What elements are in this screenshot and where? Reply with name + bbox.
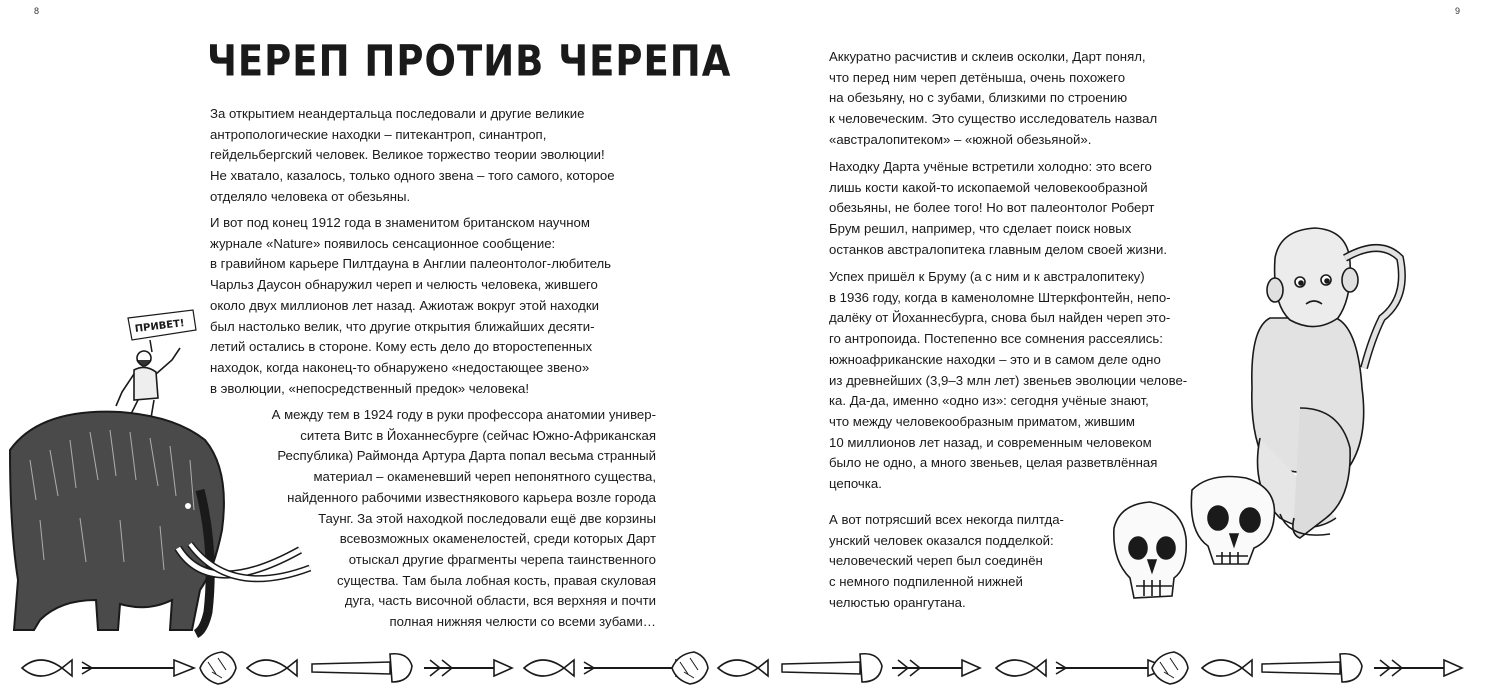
text-line: 10 миллионов лет назад, и современным человеком <box>829 434 1152 450</box>
text-line: За открытием неандертальца последовали и другие великие <box>210 106 585 121</box>
text-line: всевозможных окаменелостей, среди которых Дарт <box>339 531 656 547</box>
text-line: А между тем в 1924 году в руки профессора анатомии универ- <box>271 407 656 422</box>
text-line: полная нижняя челюсти со всеми зубами… <box>389 614 656 630</box>
text-line: в эволюции, «непосредственный предок» человека! <box>210 380 530 396</box>
text-line: унский человек оказался подделкой: <box>829 532 1054 548</box>
right-paragraph-1 <box>829 47 1157 151</box>
text-line: Аккуратно расчистив и склеив осколки, Дарт понял, <box>829 49 1146 64</box>
text-line: материал – окаменевший череп непонятного существа, <box>313 469 656 485</box>
text-line: ка. Да-да, именно «одно из»: сегодня учёные знают, <box>829 393 1149 409</box>
text-line: далёку от Йоханнесбурга, снова был найден череп это- <box>829 310 1171 326</box>
text-line: Чарльз Даусон обнаружил череп и челюсть человека, жившего <box>210 277 598 293</box>
text-line: го антропоида. Постепенно все сомнения рассеялись: <box>829 331 1163 347</box>
text-line: Республика) Раймонда Артура Дарта попал весьма странный <box>277 448 656 464</box>
right-paragraph-4 <box>829 510 1064 614</box>
text-line: летий остались в стороне. Кому есть дело до второстепенных <box>210 339 593 355</box>
left-paragraph-1 <box>210 104 615 208</box>
text-line: что перед ним череп детёныша, очень похожего <box>829 69 1126 85</box>
text-line: южноафриканские находки – это и в самом деле одно <box>829 351 1161 367</box>
text-line: из древнейших (3,9–3 млн лет) звеньев эволюции челове- <box>829 372 1188 388</box>
text-line: найденного рабочими известнякового карьера возле города <box>287 489 656 505</box>
skull-small <box>1114 502 1186 598</box>
text-line: с немного подпиленной нижней <box>829 574 1023 590</box>
page-number-left: 8 <box>34 6 40 16</box>
text-line: в гравийном карьере Пилтдауна в Англии палеонтолог-любитель <box>210 256 612 272</box>
text-line: обезьяны, не более того! Но вот палеонтолог Роберт <box>829 200 1155 216</box>
text-line: человеческий череп был соединён <box>829 553 1043 569</box>
text-line: около двух миллионов лет назад. Ажиотаж вокруг этой находки <box>210 297 599 313</box>
text-line: к человеческим. Это существо исследователь назвал <box>829 111 1158 127</box>
text-line: останков австралопитека главным делом своей жизни. <box>829 241 1168 257</box>
text-line: цепочка. <box>829 476 882 492</box>
text-line: Таунг. За этой находкой последовали ещё две корзины <box>318 510 656 526</box>
text-line: что между человекообразным приматом, жившим <box>829 413 1135 429</box>
spread-title: ЧЕРЕП ПРОТИВ ЧЕРЕПА <box>207 36 732 86</box>
speech-bubble-text: ПРИВЕТ! <box>134 318 186 336</box>
text-line: в 1936 году, когда в каменоломне Штеркфонтейн, непо- <box>829 289 1171 305</box>
text-line: находок, когда наконец-то обнаружено «недостающее звено» <box>210 359 590 375</box>
text-line: существа. Там была лобная кость, правая скуловая <box>337 572 656 588</box>
text-line: был настолько велик, что другие открытия ближайших десяти- <box>210 318 595 334</box>
text-line: антропологические находки – питекантроп, синантроп, <box>210 126 547 142</box>
text-line: лишь кости какой-то ископаемой человекообразной <box>829 179 1148 195</box>
ape-figure <box>1252 228 1402 538</box>
text-line: А вот потрясший всех некогда пилтда- <box>829 512 1064 527</box>
text-line: журнале «Nature» появилось сенсационное сообщение: <box>210 235 556 251</box>
text-line: И вот под конец 1912 года в знаменитом британском научном <box>210 215 590 230</box>
mammoth-illustration <box>0 300 320 640</box>
text-line: Успех пришёл к Бруму (а с ним и к австралопитеку) <box>829 269 1145 284</box>
ape-and-skulls-illustration <box>1100 218 1430 618</box>
mammoth-body <box>10 412 310 634</box>
text-line: было не одно, а много звеньев, целая разветвлённая <box>829 455 1158 471</box>
text-line: Не хватало, казалось, только одного звена – того самого, которое <box>210 168 615 184</box>
tools-border <box>0 640 1494 700</box>
text-line: Находку Дарта учёные встретили холодно: это всего <box>829 159 1152 174</box>
text-line: дуга, часть височной области, вся верхняя и почти <box>344 593 656 609</box>
text-line: отыскал другие фрагменты черепа таинственного <box>348 551 656 567</box>
text-line: ситета Витс в Йоханнесбурге (сейчас Южно-Африканская <box>300 427 656 443</box>
text-line: челюстью орангутана. <box>829 594 966 610</box>
text-line: отделяло человека от обезьяны. <box>210 188 411 204</box>
skull-large <box>1191 477 1274 565</box>
text-line: на обезьяну, но с зубами, близкими по строению <box>829 90 1128 106</box>
text-line: гейдельбергский человек. Великое торжество теории эволюции! <box>210 147 605 163</box>
page-number-right: 9 <box>1455 6 1461 16</box>
text-line: Брум решил, например, что сделает поиск новых <box>829 221 1132 237</box>
text-line: «австралопитеком» – «южной обезьяной». <box>829 131 1092 147</box>
